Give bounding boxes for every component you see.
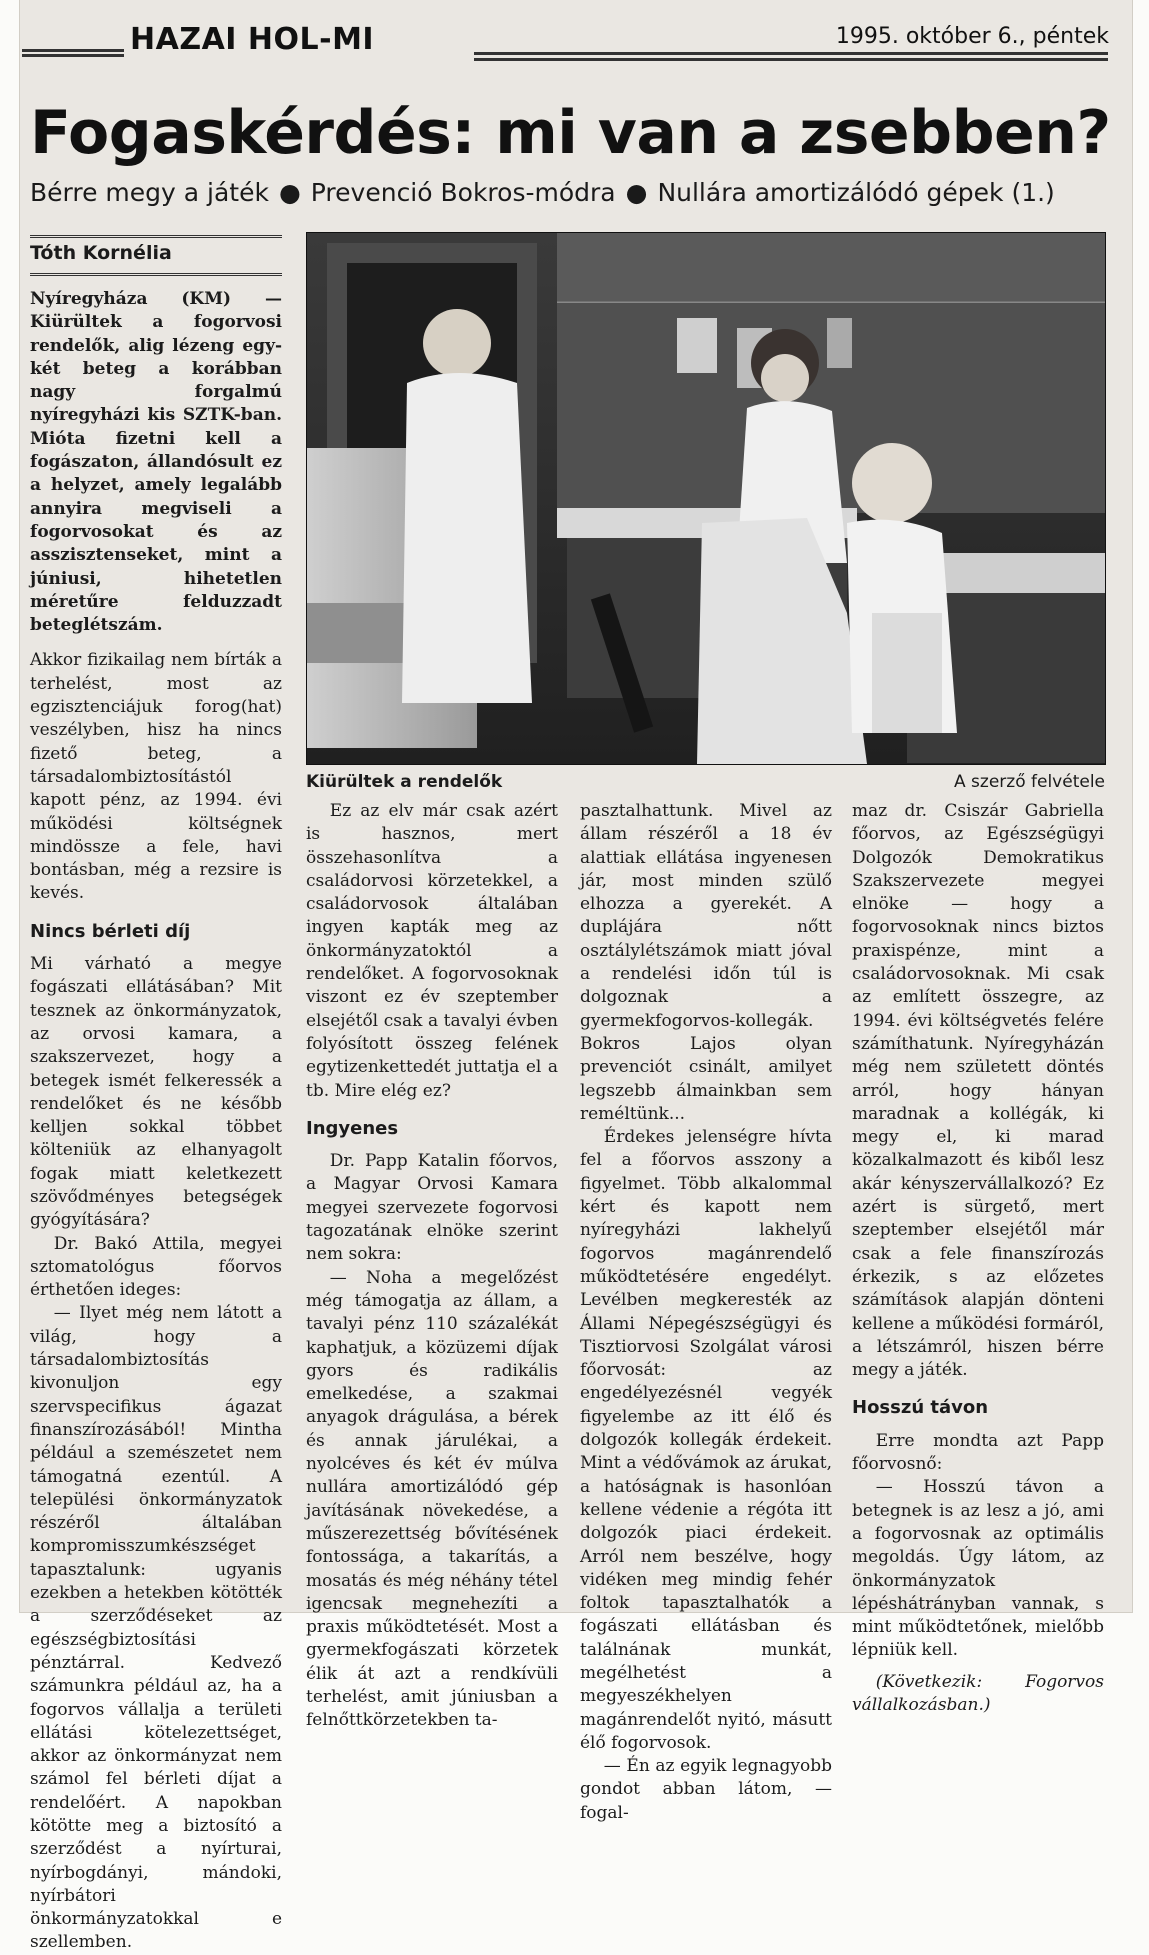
author-rule-top <box>30 235 282 238</box>
subheading-nincs-berleti-dij: Nincs bérleti díj <box>30 920 191 942</box>
paragraph: Akkor fizikailag nem bírták a terhelést, most az egzisztenciájuk forog(hat) veszélyben, hisz ha nincs fizető beteg, a társadalombiztosítástól kapott pénz, az 1994. évi működési költségnek mindössze a fele, havi bontásban, még a rezsire is kevés. <box>30 650 282 904</box>
paragraph: — Noha a megelőzést még támogatja az állam, a tavalyi pénz 110 százalékát kaphatjuk, a közüzemi díjak gyors és radikális emelkedése, a szakmai anyagok drágulása, a bérek és annak járulékai, a nyolcéves és két év múlva nullára amortizálódó gép javításának növekedése, a műszerezettség bővítésének fontossága, a takarítás, a mosatás és még néhány tétel igencsak megnehezíti a praxis működtetését. Most a gyermekfogászati körzetek élik át azt a rendkívüli terhelést, amit júniusban a felnőttkörzetekben ta- <box>306 1267 558 1731</box>
next-part-note: (Következik: Fogorvos vállalkozásban.) <box>852 1671 1104 1715</box>
author-byline: Tóth Kornélia <box>30 242 172 264</box>
column-1 <box>30 288 282 1955</box>
paragraph: maz dr. Csiszár Gabriella főorvos, az Egészségügyi Dolgozók Demokratikus Szakszervezete megyei elnöke — hogy a fogorvosoknak nincs biztos praxispénze, mint a családorvosoknak. Mi csak az említett összegre, az 1994. évi költségvetés felére számíthatunk. Nyíregyházán még nem született döntés arról, hogy hányan maradnak a kollégák, ki megy el, ki marad közalkalmazott és kiből lesz akár kényszervállalkozó? Ez azért is sürgető, mert szeptember elsejétől már csak a fele finanszírozás érkezik, s az előzetes számítások alapján dönteni kellene a működési formáról, a létszámról, hiszen bérre megy a játék. <box>852 801 1104 1381</box>
photo-illustration <box>307 233 1105 764</box>
subheading-hosszu-tavon: Hosszú távon <box>852 1397 989 1419</box>
paragraph: Érdekes jelenségre hívta fel a főorvos asszony a figyelmet. Több alkalommal kért és kapott nem nyíregyházi lakhelyű fogorvos magánrendelő működtetésére engedélyt. Levélben megkeresték az Állami Népegészségügyi és Tisztiorvosi Szolgálat városi főorvosát: az engedélyezésnél vegyék figyelembe az itt élő és dolgozók kollegák érdekeit. Mint a védővámok az árukat, a hatóságnak is hasonlóan kellene védenie a régóta itt dolgozók piaci érdekeit. Arról nem beszélve, hogy vidéken meg mindig fehér foltok tapasztalhatók a fogászati ellátásban és találnának munkát, megélhetést a megyeszékhelyen magánrendelőt nyitó, másutt élő fogorvosok. <box>580 1127 832 1753</box>
paragraph: Mi várható a megye fogászati ellátásában? Mit tesznek az önkormányzatok, az orvosi kamara, a szakszervezet, hogy a betegek ismét felkeressék a rendelőket és ne később kelljen sokkal többet költeniük az elhanyagolt fogak miatt keletkezett szövődményes betegségek gyógyítására? <box>30 954 282 1231</box>
section-rule-right <box>474 52 1108 61</box>
paragraph: Ez az elv már csak azért is hasznos, mert összehasonlítva a családorvosi körzetekkel, a családorvosok általában ingyen kapták meg az önkormányzatoktól a rendelőket. A fogorvosoknak viszont ez év szeptember elsejétől csak a tavalyi évben folyósított összeg felének egytizenkettedét juttatja el a tb. Mire elég ez? <box>306 801 558 1101</box>
subheadline <box>30 178 1055 207</box>
photo-caption: Kiürültek a rendelők <box>306 772 503 792</box>
subheading-ingyenes: Ingyenes <box>306 1117 399 1139</box>
column-3 <box>580 800 832 1825</box>
paragraph: Dr. Bakó Attila, megyei sztomatológus főorvos érthetően ideges: <box>30 1233 282 1301</box>
section-title: HAZAI HOL-MI <box>130 22 375 57</box>
paragraph: pasztalhattunk. Mivel az állam részéről a 18 év alattiak ellátása ingyenesen jár, most minden szülő elhozza a gyerekét. A duplájára nőtt osztálylétszámok miatt jóval a rendelési időn túl is dolgoznak a gyermekfogorvos-kollegák. Bokros Lajos olyan prevenciót csinált, amilyet legszebb álmainkban sem reméltünk... <box>580 801 832 1124</box>
photo-credit: A szerző felvétele <box>954 772 1105 792</box>
paragraph: — Én az egyik legnagyobb gondot abban látom, — fogal- <box>580 1756 832 1823</box>
column-2 <box>306 800 558 1733</box>
section-rule-left <box>22 49 124 57</box>
subhead-3: Nullára amortizálódó gépek (1.) <box>657 178 1055 207</box>
subhead-1: Bérre megy a játék <box>30 178 269 207</box>
column-4 <box>852 800 1104 1717</box>
headline: Fogaskérdés: mi van a zsebben? <box>30 98 1111 168</box>
bullet-icon: ● <box>625 178 648 207</box>
lead-paragraph: Nyíregyháza (KM) — Kiürültek a fogorvosi rendelők, alig lézeng egy-két beteg a korábban nagy forgalmú nyíregyházi kis SZTK-ban. Mióta fizetni kell a fogászaton, állandósult ez a helyzet, amely legalább annyira megviseli a fogorvosokat és az asszisztenseket, mint a júniusi, hihetetlen méretűre felduzzadt beteglétszám. <box>30 289 282 636</box>
paragraph: Erre mondta azt Papp főorvosnő: <box>852 1430 1104 1475</box>
paragraph: — Hosszú távon a betegnek is az lesz a jó, ami a fogorvosnak az optimális megoldás. Úgy látom, az önkormányzatok lépéshátrányban vannak, s mint működtetőnek, mielőbb lépniük kell. <box>852 1477 1104 1661</box>
paragraph: Dr. Papp Katalin főorvos, a Magyar Orvosi Kamara megyei szervezete fogorvosi tagozatának elnöke szerint nem sokra: <box>306 1151 558 1265</box>
paragraph: — Ilyet még nem látott a világ, hogy a társadalombiztosítás kivonuljon egy szervspecifikus ágazat finanszírozásából! Mintha például a szemészetet nem támogatná ezentúl. A települési önkormányzatok részéről általában kompromisszumkészséget tapasztalunk: ugyanis ezekben a hetekben kötötték a szerződéseket az egészségbiztosítási pénztárral. Kedvező számunkra például az, ha a fogorvos vállalja a területi ellátási kötelezettséget, akkor az önkormányzat nem számol fel bérleti díjat a rendelőért. A napokban kötötte meg a biztosító a szerződést a nyírturai, nyírbogdányi, mándoki, nyírbátori önkormányzatokkal e szellemben. <box>30 1303 282 1953</box>
issue-date: 1995. október 6., péntek <box>835 24 1109 49</box>
author-rule-bottom <box>30 273 282 276</box>
bullet-icon: ● <box>278 178 301 207</box>
photo-dental-office <box>306 232 1106 765</box>
subhead-2: Prevenció Bokros-módra <box>310 178 616 207</box>
